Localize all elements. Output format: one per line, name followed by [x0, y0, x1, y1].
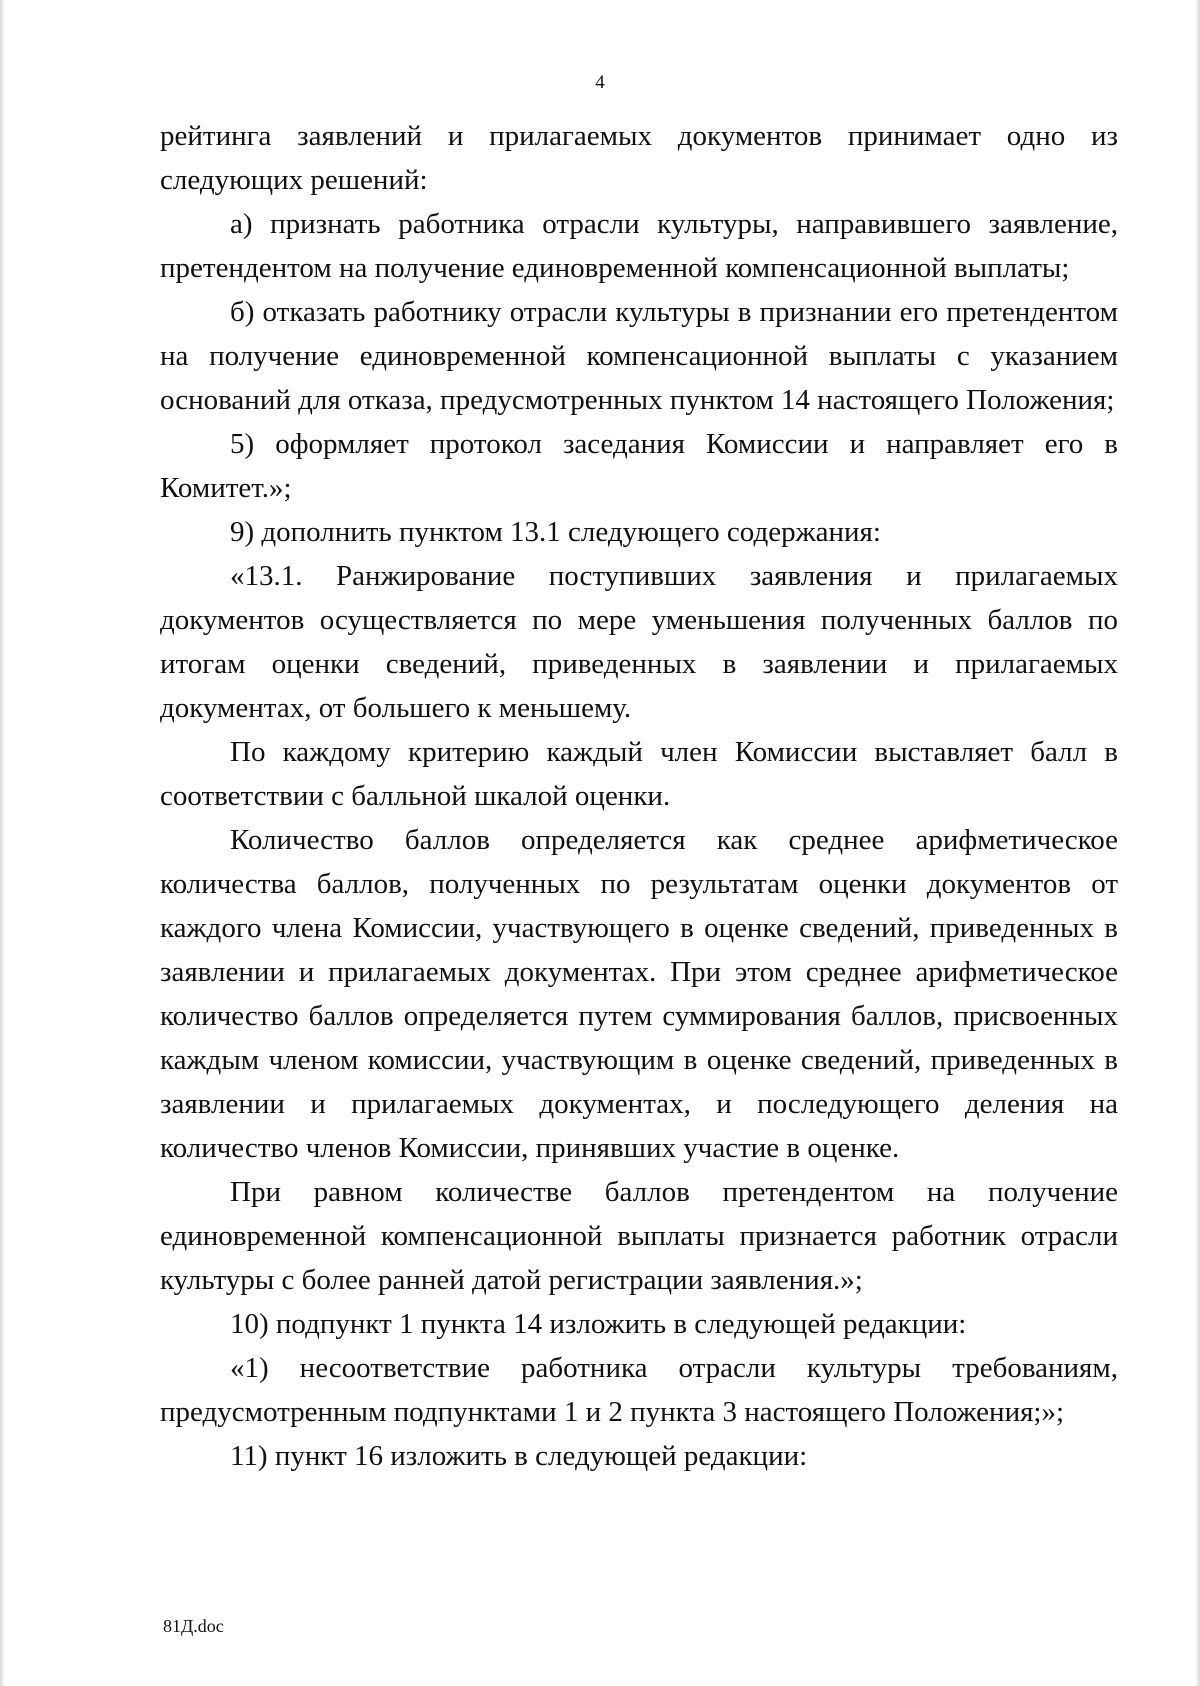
- paragraph: 10) подпункт 1 пункта 14 изложить в следующей редакции:: [230, 1308, 967, 1340]
- paragraph: «13.1. Ранжирование поступивших заявления и прилагаемых документов осуществляется по мере уменьшения полученных баллов по итогам оценки сведений, приведенных в заявлении и прилагаемых документах, от большего к меньшему.: [160, 560, 1118, 724]
- paragraph: Количество баллов определяется как среднее арифметическое количества баллов, полученных по результатам оценки документов от каждого члена Комиссии, участвующего в оценке сведений, приведенных в заявлении и прилагаемых документах. При этом среднее арифметическое количество баллов определяется путем суммирования баллов, присвоенных каждым членом комиссии, участвующим в оценке сведений, приведенных в заявлении и прилагаемых документах, и последующего деления на количество членов Комиссии, принявших участие в оценке.: [160, 824, 1118, 1164]
- file-name-footer: 81Д.doc: [163, 1616, 224, 1636]
- paragraph: «1) несоответствие работника отрасли культуры требованиям, предусмотренным подпунктами 1 и 2 пункта 3 настоящего Положения;»;: [160, 1352, 1118, 1428]
- paragraph: 11) пункт 16 изложить в следующей редакции:: [230, 1440, 808, 1472]
- paragraph: По каждому критерию каждый член Комиссии выставляет балл в соответствии с балльной шкалой оценки.: [160, 736, 1118, 812]
- paragraph: а) признать работника отрасли культуры, направившего заявление, претендентом на получение единовременной компенсационной выплаты;: [160, 208, 1118, 284]
- paragraph: б) отказать работнику отрасли культуры в признании его претендентом на получение единовременной компенсационной выплаты с указанием оснований для отказа, предусмотренных пунктом 14 настоящего Положения;: [160, 296, 1118, 416]
- paragraph: При равном количестве баллов претендентом на получение единовременной компенсационной выплаты признается работник отрасли культуры с более ранней датой регистрации заявления.»;: [160, 1176, 1118, 1296]
- paragraph: 9) дополнить пунктом 13.1 следующего содержания:: [230, 516, 881, 548]
- scan-edge-left: [0, 0, 4, 1686]
- paragraph: 5) оформляет протокол заседания Комиссии и направляет его в Комитет.»;: [160, 428, 1118, 504]
- document-body: [160, 114, 1118, 1478]
- page-number: 4: [595, 72, 605, 93]
- paragraph: рейтинга заявлений и прилагаемых документов принимает одно из следующих решений:: [160, 120, 1118, 196]
- scan-edge-right: [1196, 0, 1200, 1686]
